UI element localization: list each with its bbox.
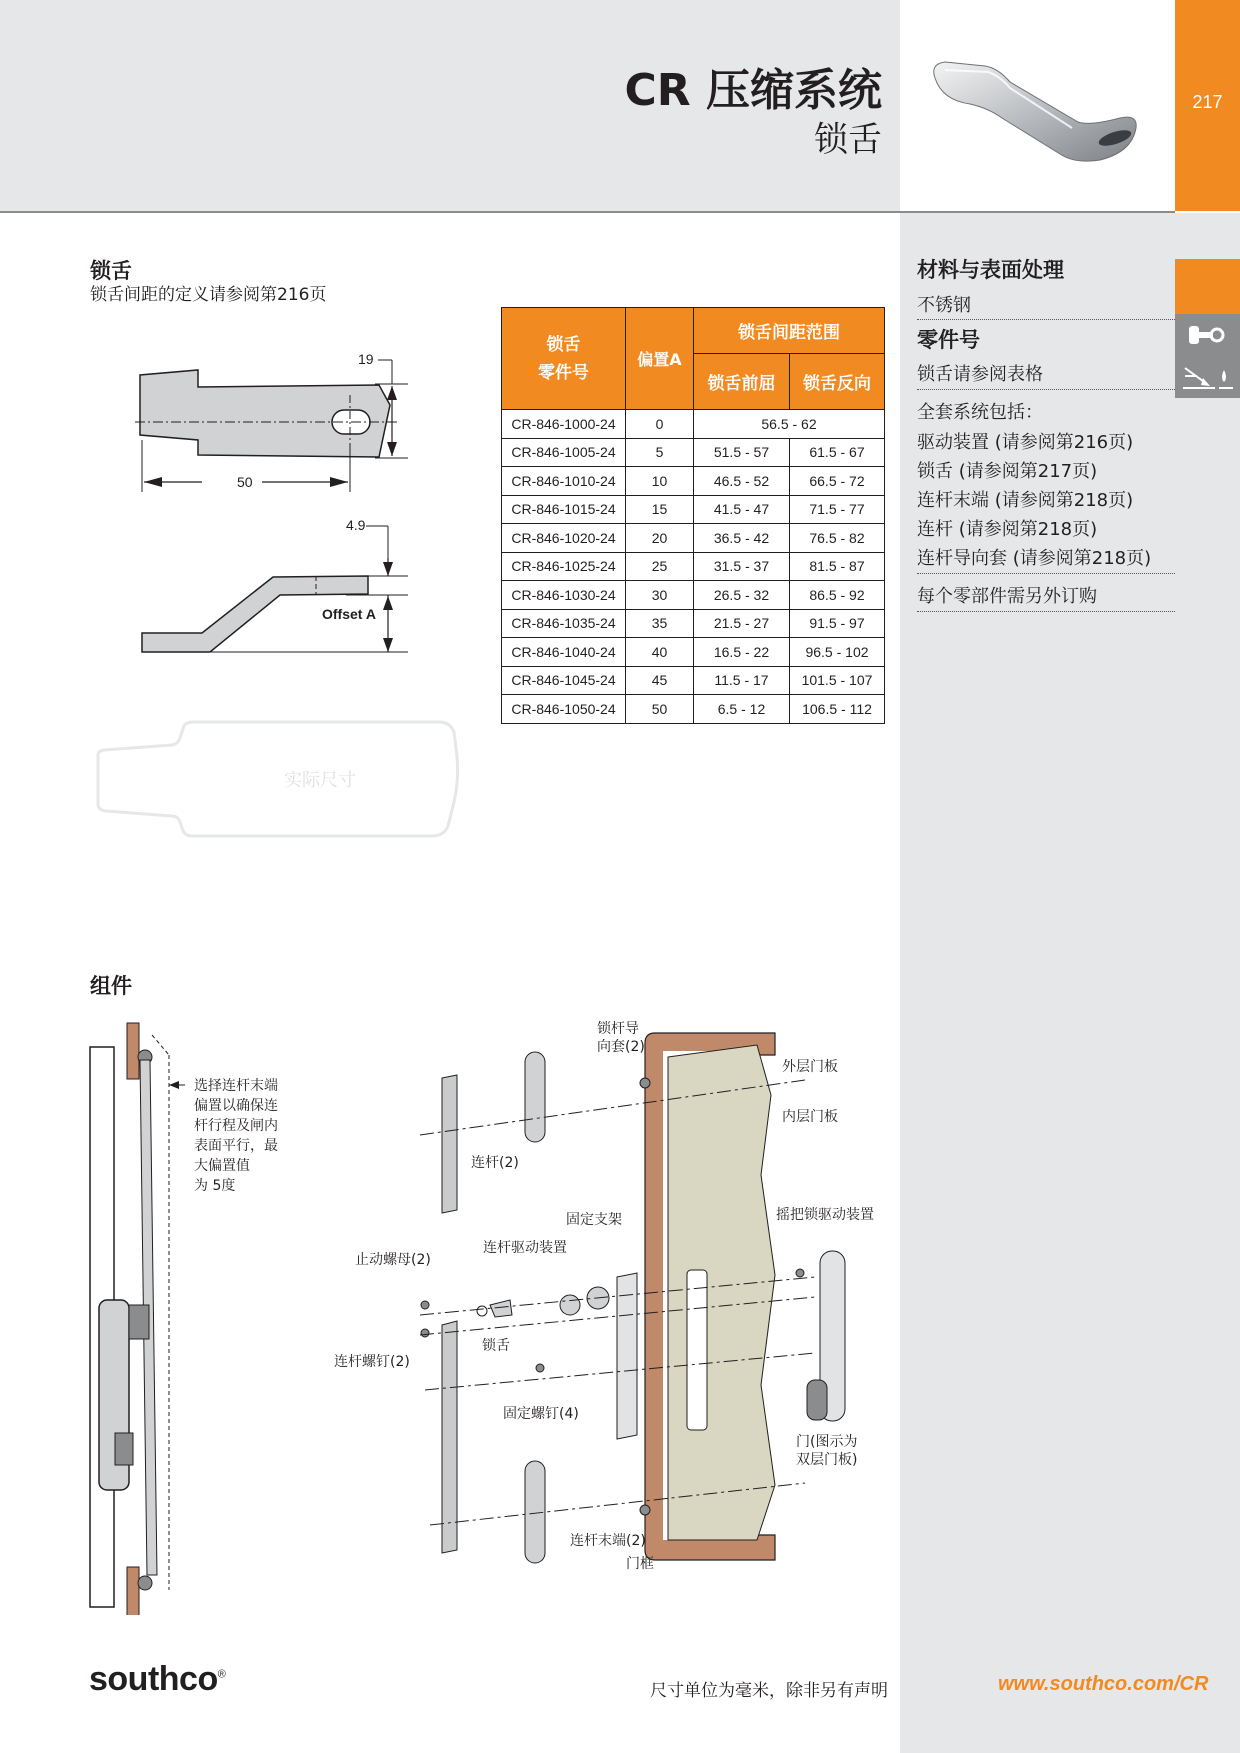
assembly-note-line: 选择连杆末端	[194, 1078, 278, 1094]
assembly-note-line: 大偏置值	[194, 1158, 250, 1174]
sidebar-orange-tab	[1175, 259, 1240, 314]
latch-section-title: 锁舌	[90, 259, 132, 283]
cell-reverse: 106.5 - 112	[790, 695, 885, 724]
table-row	[502, 581, 885, 610]
dim-19: 19	[358, 351, 374, 367]
system-item: 连杆 (请参阅第218页)	[917, 519, 1098, 540]
cell-part: CR-846-1025-24	[502, 552, 626, 581]
cell-reverse: 76.5 - 82	[790, 524, 885, 553]
cell-part: CR-846-1015-24	[502, 495, 626, 524]
cell-front: 26.5 - 32	[694, 581, 790, 610]
col-header-front: 锁舌前屈	[694, 354, 790, 410]
col-header-reverse: 锁舌反向	[790, 354, 885, 410]
table-row	[502, 438, 885, 467]
table-row	[502, 524, 885, 553]
label-rod-actuator: 连杆驱动装置	[483, 1240, 567, 1256]
cell-offset: 10	[626, 467, 694, 496]
table-row	[502, 467, 885, 496]
system-item: 连杆末端 (请参阅第218页)	[917, 490, 1134, 511]
cell-offset: 40	[626, 638, 694, 667]
offset-a-label: Offset A	[322, 606, 376, 622]
cell-part: CR-846-1045-24	[502, 666, 626, 695]
label-rod-guide: 向套(2)	[597, 1039, 645, 1055]
system-item: 连杆导向套 (请参阅第218页)	[917, 548, 1152, 569]
table-row	[502, 666, 885, 695]
material-value: 不锈钢	[917, 295, 971, 316]
assembly-note-line: 杆行程及闸内	[194, 1118, 278, 1134]
system-item: 驱动装置 (请参阅第216页)	[917, 432, 1134, 453]
cell-front: 11.5 - 17	[694, 666, 790, 695]
cell-front: 41.5 - 47	[694, 495, 790, 524]
label-door: 门(图示为	[796, 1434, 858, 1450]
divider	[917, 573, 1175, 574]
cell-part: CR-846-1000-24	[502, 410, 626, 439]
label-door: 双层门板)	[796, 1452, 858, 1468]
dim-4-9: 4.9	[346, 517, 366, 533]
label-inner-panel: 内层门板	[782, 1109, 838, 1125]
table-row	[502, 410, 885, 439]
system-item: 锁舌 (请参阅第217页)	[917, 461, 1098, 482]
cell-offset: 35	[626, 609, 694, 638]
cell-part: CR-846-1035-24	[502, 609, 626, 638]
label-bracket: 固定支架	[566, 1212, 622, 1228]
cell-front: 51.5 - 57	[694, 438, 790, 467]
assembly-note-line: 表面平行，最	[194, 1138, 278, 1154]
latch-product-photo	[900, 0, 1175, 211]
assembly-note-line: 为 5度	[194, 1178, 236, 1194]
units-note: 尺寸单位为毫米，除非另有声明	[650, 1681, 888, 1701]
cell-front: 46.5 - 52	[694, 467, 790, 496]
cell-front: 36.5 - 42	[694, 524, 790, 553]
table-row	[502, 638, 885, 667]
side-view-drawing	[90, 1023, 185, 1615]
material-heading: 材料与表面处理	[917, 258, 1064, 282]
order-note: 每个零部件需另外订购	[917, 586, 1097, 607]
label-lever-actuator: 摇把锁驱动装置	[776, 1207, 874, 1223]
divider	[917, 319, 1175, 320]
cell-part: CR-846-1050-24	[502, 695, 626, 724]
divider	[917, 389, 1175, 390]
latch-drawing	[110, 340, 420, 670]
wing-latch-icon	[1175, 314, 1240, 356]
cell-part: CR-846-1040-24	[502, 638, 626, 667]
cell-offset: 20	[626, 524, 694, 553]
actual-size-outline	[94, 718, 464, 840]
page-subtitle: 锁舌	[814, 120, 882, 160]
table-row	[502, 609, 885, 638]
label-outer-panel: 外层门板	[782, 1059, 838, 1075]
cell-range-merged: 56.5 - 62	[694, 410, 885, 439]
cell-offset: 45	[626, 666, 694, 695]
label-rod-screw: 连杆螺钉(2)	[334, 1354, 410, 1370]
label-fix-screw: 固定螺钉(4)	[503, 1406, 579, 1422]
label-latch: 锁舌	[482, 1338, 510, 1354]
cell-offset: 25	[626, 552, 694, 581]
label-rod-end: 连杆末端(2)	[570, 1533, 646, 1549]
table-row	[502, 552, 885, 581]
part-number-heading: 零件号	[917, 328, 980, 352]
col-header-range: 锁舌间距范围	[694, 308, 885, 354]
col-header-offset: 偏置A	[626, 308, 694, 410]
cell-front: 16.5 - 22	[694, 638, 790, 667]
assembly-diagram	[85, 1015, 885, 1615]
cell-part: CR-846-1020-24	[502, 524, 626, 553]
cell-offset: 5	[626, 438, 694, 467]
cell-reverse: 86.5 - 92	[790, 581, 885, 610]
page-number: 217	[1192, 92, 1223, 112]
label-jam-nut: 止动螺母(2)	[355, 1252, 431, 1268]
table-row	[502, 495, 885, 524]
southco-logo: southco®	[89, 1660, 226, 1698]
cell-reverse: 61.5 - 67	[790, 438, 885, 467]
cell-part: CR-846-1005-24	[502, 438, 626, 467]
latch-part-table	[501, 307, 885, 724]
system-heading: 全套系统包括：	[917, 402, 1043, 423]
cell-reverse: 91.5 - 97	[790, 609, 885, 638]
cell-reverse: 101.5 - 107	[790, 666, 885, 695]
dim-50: 50	[237, 474, 253, 490]
website-link[interactable]: www.southco.com/CR	[998, 1673, 1209, 1695]
cell-part: CR-846-1030-24	[502, 581, 626, 610]
label-rod-guide: 锁杆导	[597, 1021, 639, 1037]
cell-front: 31.5 - 37	[694, 552, 790, 581]
cell-reverse: 81.5 - 87	[790, 552, 885, 581]
cell-offset: 15	[626, 495, 694, 524]
cell-reverse: 71.5 - 77	[790, 495, 885, 524]
table-row	[502, 695, 885, 724]
part-number-value: 锁舌请参阅表格	[917, 364, 1043, 385]
cell-offset: 0	[626, 410, 694, 439]
cell-reverse: 96.5 - 102	[790, 638, 885, 667]
actual-size-label: 实际尺寸	[284, 770, 356, 790]
cell-front: 21.5 - 27	[694, 609, 790, 638]
latch-section-subtitle: 锁舌间距的定义请参阅第216页	[90, 285, 327, 305]
cell-reverse: 66.5 - 72	[790, 467, 885, 496]
label-door-frame: 门框	[626, 1556, 654, 1572]
cell-front: 6.5 - 12	[694, 695, 790, 724]
assembly-title: 组件	[90, 974, 132, 998]
label-rod: 连杆(2)	[471, 1155, 519, 1171]
cell-part: CR-846-1010-24	[502, 467, 626, 496]
cell-offset: 30	[626, 581, 694, 610]
material-finish-icon	[1175, 356, 1240, 398]
page-title: CR 压缩系统	[624, 65, 882, 116]
col-header-part: 锁舌 零件号	[502, 308, 626, 410]
cell-offset: 50	[626, 695, 694, 724]
divider	[917, 611, 1175, 612]
assembly-note-line: 偏置以确保连	[194, 1098, 278, 1114]
product-photo-box	[900, 0, 1175, 211]
